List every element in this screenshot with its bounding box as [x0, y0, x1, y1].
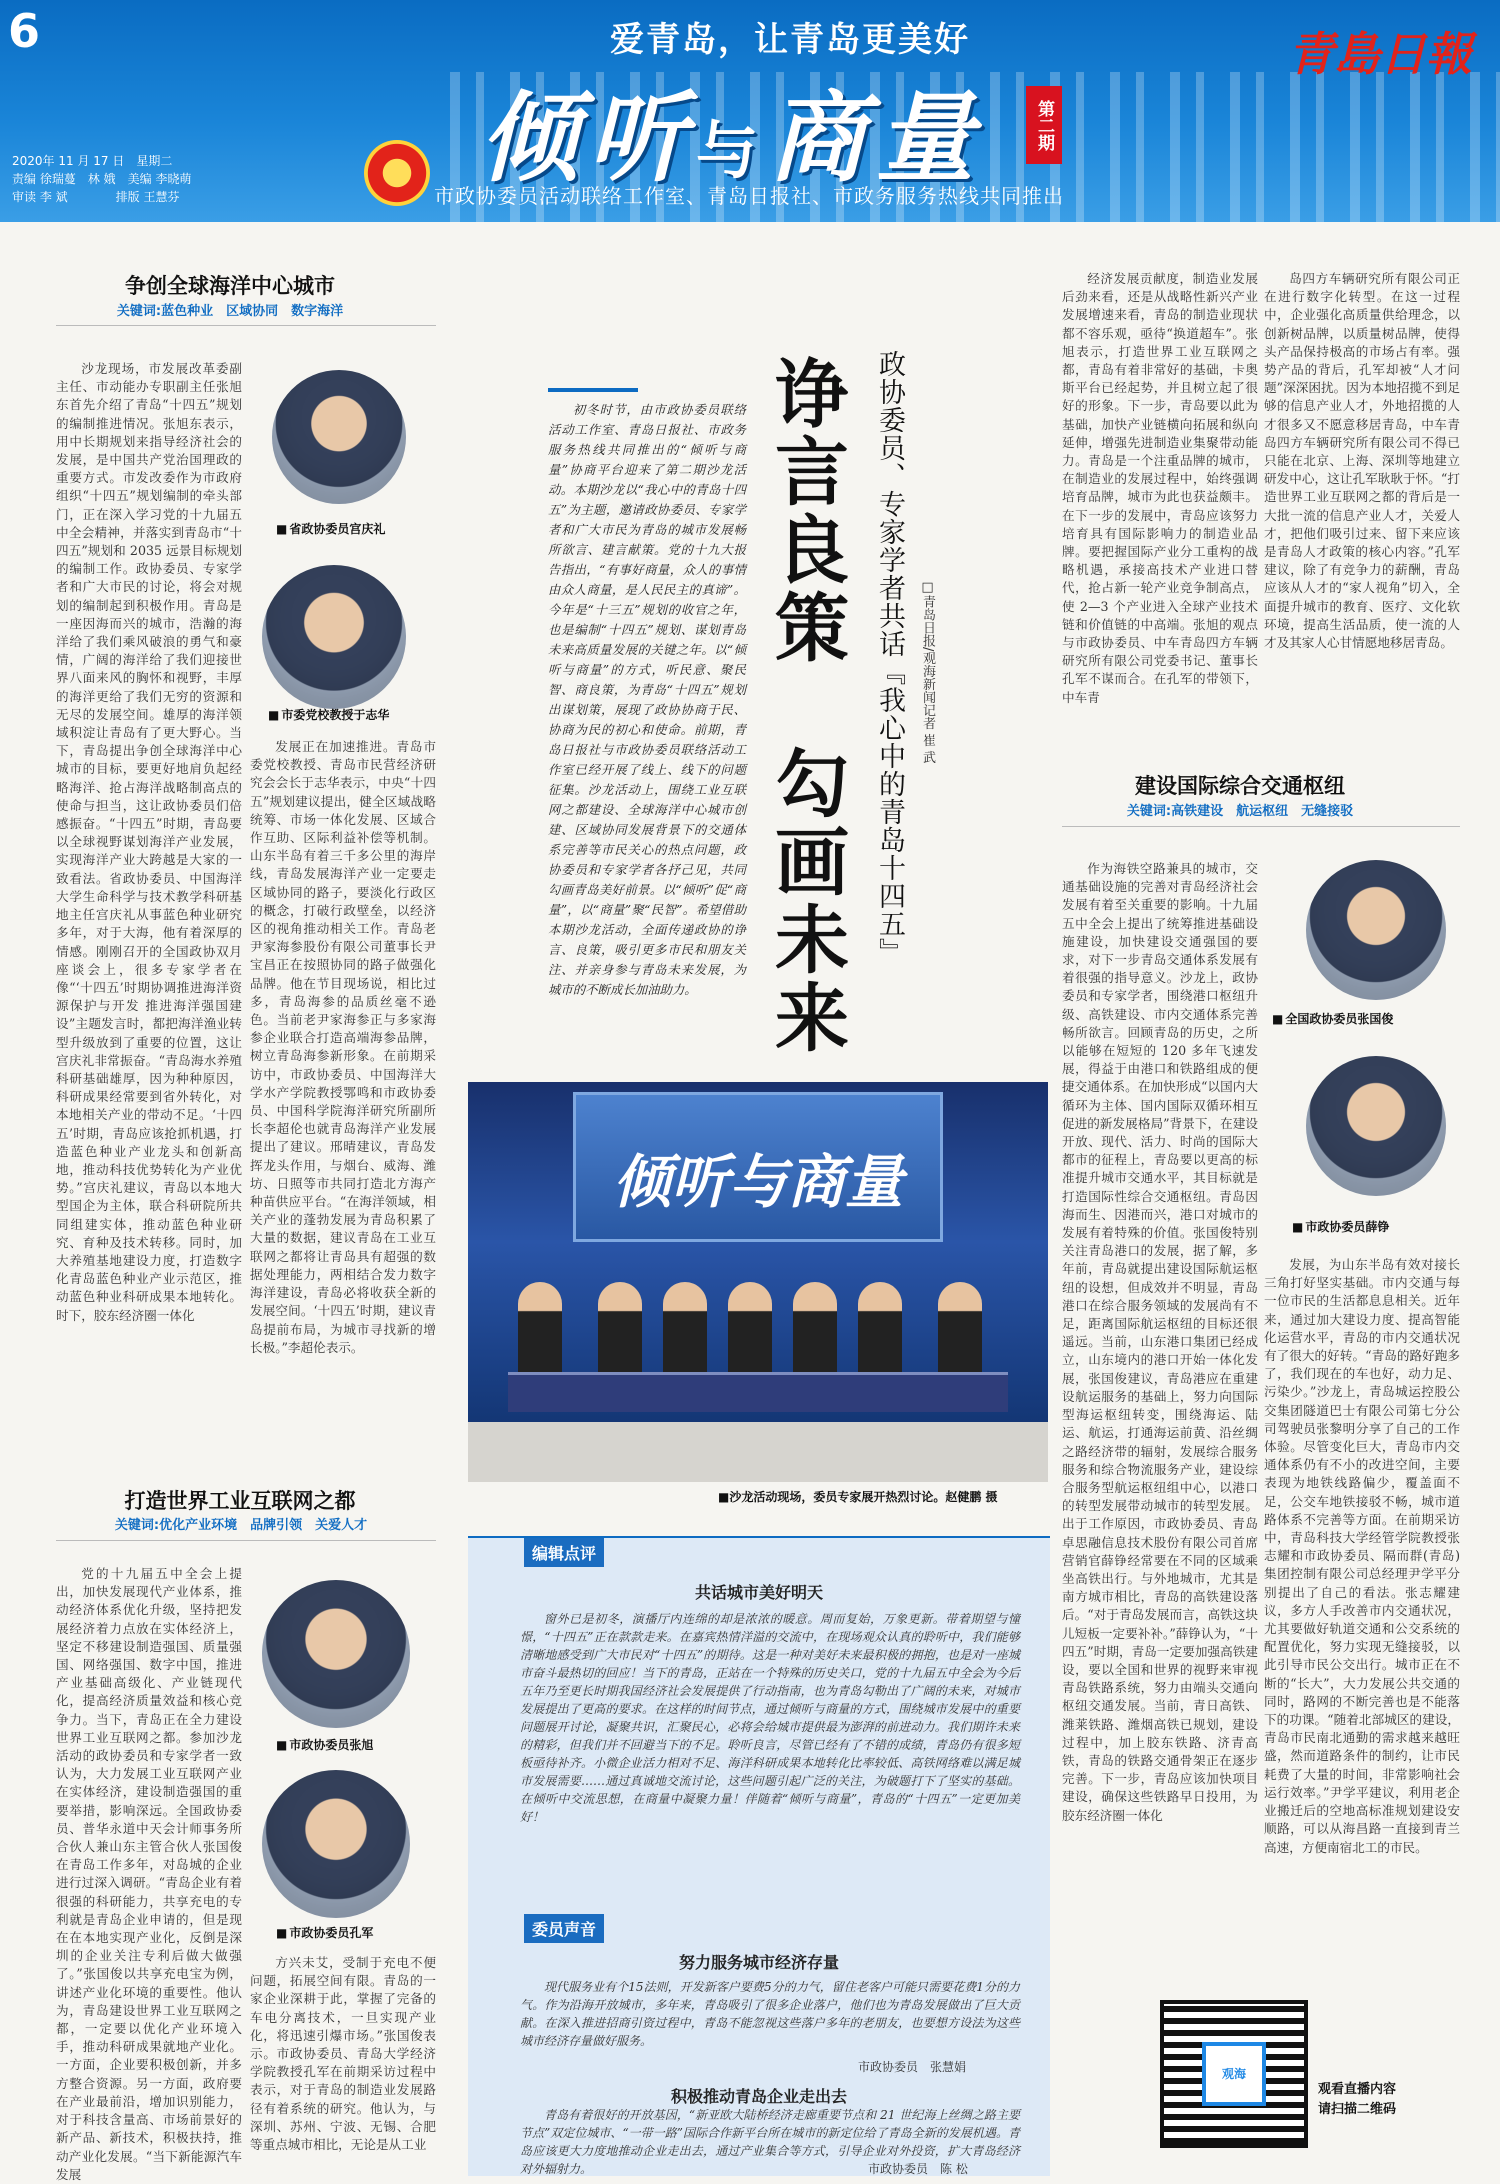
- article-transport-col1: 作为海铁空路兼具的城市，交通基础设施的完善对青岛经济社会发展有着至关重要的影响。十九届五中全会上提出了统筹推进基础设施建设，加快建设交通强国的要求，对下一步青岛交通体系发展有着很强的指导意义。沙龙上，政协委员和专家学者，围绕港口枢纽升级、高铁建设、市内交通体系完善畅所欲言。回顾青岛的历史，之所以能够在短短的 120 多年飞速发展，得益于由港口和铁路组成的便捷交通体系。在加快形成“以国内大循环为主体、国内国际双循环相互促进的新发展格局”背景下，在建设开放、现代、活力、时尚的国际大都市的征程上，青岛要以更高的标准提升城市交通水平，其目标就是打造国际性综合交通枢纽。青岛因海而生、因港而兴，港口对城市的发展有着特殊的价值。张国俊特别关注青岛港口的发展，据了解，多年前，青岛就提出建设国际航运枢纽的设想，但成效并不明显，青岛港口在综合服务领域的发展尚有不足，距离国际航运枢纽的目标还很遥远。当前，山东港口集团已经成立，山东境内的港口开始一体化发展，张国俊建议，青岛港应在重建设航运服务的基础上，努力向国际型海运枢纽转变，围绕海运、陆运、航运，打通海运前黄、沿丝绸之路经济带的辐射，发展综合服务服务和综合物流服务产业，建设综合服务型航运枢纽组中心，以港口的转型发展带动城市的转型发展。出于工作原因，市政协委员、青岛卓思融信息技术股份有限公司首席营销官薛铮经常要在不同的区域乘坐高铁出行。与外地城市，尤其是南方城市相比，青岛的高铁建设落后。“对于青岛发展而言，高铁这块儿短板一定要补补。”薛铮认为，“十四五”时期，青岛一定要加强高铁建设，要以全国和世界的视野来审视青岛铁路系统，努力由端头交通向枢纽交通发展。当前，青日高铁、潍莱铁路、潍烟高铁已规划，建设过程中，加上胶东铁路、济青高铁，青岛的铁路交通骨架正在逐步完善。下一步，青岛应该加快项目建设，确保这些铁路早日投用，为胶东经济圈一体化: [1062, 861, 1258, 1823]
- stage-table: [508, 1372, 1008, 1412]
- editor-comment-tag: 编辑点评: [524, 1538, 604, 1567]
- masthead-banner: [0, 0, 1500, 222]
- article-industry-col2: 方兴未艾，受制于充电不便问题，拓展空间有限。青岛的一家企业深耕于此，掌握了完备的车电分离技术，一旦实现产业化，将迅速引爆市场。”张国俊表示。市政协委员、青岛大学经济学院教授孔军在前期采访过程中表示，对于青岛的制造业发展路径有着系统的研究。他认为，与深圳、苏州、宁波、无锡、合肥等重点城市相比，无论是从工业: [250, 1955, 436, 2153]
- voice-signature-1: 市政协委员 张慧娟: [858, 2060, 967, 2074]
- section-industry-title: 打造世界工业互联网之都: [124, 1488, 356, 1513]
- commentary-box: [468, 1536, 1050, 2176]
- portrait-zhang-xu: [262, 1580, 410, 1728]
- divider: [56, 1540, 436, 1541]
- article-ocean-col1: 沙龙现场，市发展改革委副主任、市动能办专职副主任张旭东首先介绍了青岛“十四五”规划的编制推进情况。张旭东表示，用中长期规划来指导经济社会的发展，是中国共产党治国理政的重要方式。市发改委作为市政府组织“十四五”规划编制的牵头部门，正在深入学习党的十九届五中全会精神，并落实到青岛市“十四五”规划和 2035 远景目标规划的编制工作。政协委员、专家学者和广大市民的讨论，将会对规划的编制起到积极作用。青岛是一座因海而兴的城市，浩瀚的海洋给了我们乘风破浪的勇气和豪情，广阔的海洋给了我们迎接世界八面来风的胸怀和视野，丰厚的海洋更给了我们无穷的资源和无尽的发展空间。雄厚的海洋领域积淀让青岛有了更大野心。当下，青岛提出争创全球海洋中心城市的目标，要更好地肩负起经略海洋、抢占海洋战略制高点的使命与担当，这让政协委员们倍感振奋。“十四五”时期，青岛要以全球视野谋划海洋产业发展，实现海洋产业大跨越是大家的一致看法。省政协委员、中国海洋大学生命科学与技术教学科研基地主任宫庆礼从事蓝色种业研究多年，对于大海，他有着深厚的情感。刚刚召开的全国政协双月座谈会上，很多专家学者在像“‘十四五’时期协调推进海洋资源保护与开发 推进海洋强国建设”主题发言时，都把海洋渔业转型升级放到了重要的位置，这让宫庆礼非常振奋。“青岛海水养殖科研基础雄厚，因为种种原因，科研成果经常要到省外转化，对本地相关产业的带动不足。‘十四五’时期，青岛应该抢抓机遇，打造蓝色种业产业龙头和创新高地，推动科技优势转化为产业优势。”宫庆礼建议，青岛以本地大型国企为主体，联合科研院所共同组建实体，推动蓝色种业研究、育种及技术转移。同时，加大养殖基地建设力度，打造数字化青岛蓝色种业产业示范区，推动蓝色种业科研成果本地转化。时下，胶东经济圈一体化: [56, 361, 242, 1323]
- caption-zhang-xu: ■ 市政协委员张旭: [276, 1736, 373, 1753]
- byline: □青岛日报/观海新闻记者 崔 武: [920, 580, 935, 764]
- portrait-yu-zhihua: [262, 565, 406, 709]
- editors-line-1: 责编 徐瑞蔓 林 娥 美编 李晓萌: [12, 172, 192, 186]
- publication-info: [12, 152, 332, 206]
- portrait-gong-qingli: [272, 370, 406, 504]
- title-right: 商量: [768, 81, 985, 196]
- caption-xue-zheng: ■ 市政协委员薛铮: [1292, 1218, 1389, 1235]
- page-number: 6: [8, 4, 41, 58]
- portrait-kong-jun: [262, 1770, 410, 1918]
- article-ocean-col2: 发展正在加速推进。青岛市委党校教授、青岛市民营经济研究会会长于志华表示，中央“十四五”规划建议提出，健全区域战略统筹、市场一体化发展、区域合作互助、区际利益补偿等机制。山东半岛有着三千多公里的海岸线，青岛发展海洋产业一定要走区域协同的路子，要淡化行政区的概念，打破行政壁垒，以经济区的视角推动相关工作。青岛老尹家海参股份有限公司董事长尹宝昌正在按照协同的路子做强化品牌。他在节目现场说，相比过多，青岛海参的品质丝毫不逊色。当前老尹家海参正与多家海参企业联合打造高端海参品牌，树立青岛海参新形象。在前期采访中，市政协委员、中国海洋大学水产学院教授鄂鸣和市政协委员、中国科学院海洋研究所副所长李超伦也就青岛海洋产业发展提出了建议。邢晴建议，青岛发挥龙头作用，与烟台、威海、潍坊、日照等市共同打造北方海产种苗供应平台。“在海洋领域，相关产业的蓬勃发展为青岛积累了大量的数据，建议青岛在工业互联网之都将让青岛具有超强的数据处理能力，两相结合发力数字海洋建设，青岛必将收获全新的发展空间。‘十四五’时期，建议青岛提前布局，为城市寻找新的增长极。”李超伦表示。: [250, 739, 436, 1355]
- title-mid: 与: [696, 114, 769, 187]
- voice-title-1: 努力服务城市经济存量: [678, 1953, 839, 1972]
- voice-text-2: 青岛有着很好的开放基因，“新亚欧大陆桥经济走廊重要节点和 21 世纪海上丝绸之路主要节点”双定位城市、“一带一路”国际合作新平台所在城市的新定位给了青岛全新的发展机遇。青岛应该更大力度地推动企业走出去，通过产业集合等方式，引导企业对外投资，扩大青岛经济对外辐射力。: [520, 2108, 1020, 2176]
- photo-caption: ■沙龙活动现场，委员专家展开热烈讨论。赵健鹏 摄: [718, 1490, 998, 1504]
- voice-signature-2: 市政协委员 陈 松: [868, 2162, 968, 2176]
- portrait-zhang-guojun: [1306, 860, 1446, 1000]
- stage-screen: [573, 1092, 943, 1242]
- section-transport-keywords: 关键词:高铁建设 航运枢纽 无缝接驳: [1126, 804, 1354, 819]
- section-industry-keywords: 关键词:优化产业环境 品牌引领 关爱人才: [114, 1518, 368, 1533]
- newspaper-logo: 青島日報: [1288, 27, 1472, 81]
- editor-comment-text: 窗外已是初冬，演播厅内连绵的却是浓浓的暖意。周而复始，万象更新。带着期望与憧憬，“十四五”正在款款走来。在嘉宾热情洋溢的交流中，在现场观众认真的聆听中，我们能够清晰地感受到广大市民对“十四五”的期待。这是一种对美好未来最积极的拥抱，也是对一座城市奋斗最热切的回应！当下的青岛，正站在一个特殊的历史关口，党的十九届五中全会为今后五年乃至更长时期我国经济社会发展提供了行动指南，也为青岛勾勒出了广阔的未来，对城市发展提出了更高的要求。在这样的时间节点，通过倾听与商量的方式，围绕城市发展中的重要问题展开讨论，凝聚共识，汇聚民心，必将会给城市提供最为澎湃的前进动力。我们期许未来的精彩，但我们并不回避当下的不足。聆听良言，尽管已经有了不错的成绩，青岛仍有很多短板亟待补齐。小微企业活力相对不足、海洋科研成果本地转化比率较低、高铁网络难以满足城市发展需要……通过真诚地交流讨论，这些问题引起广泛的关注，为破题打下了坚实的基础。在倾听中交流思想，在商量中凝聚力量！伴随着“倾听与商量”，青岛的“十四五”一定更加美好！: [520, 1612, 1020, 1824]
- qr-code[interactable]: [1160, 2000, 1308, 2148]
- voice-title-2: 积极推动青岛企业走出去: [670, 2087, 847, 2106]
- member-voice-tag: 委员声音: [524, 1914, 604, 1943]
- guanhai-logo: 观海: [1202, 2042, 1266, 2106]
- lead-intro: 初冬时节，由市政协委员联络活动工作室、青岛日报社、市政务服务热线共同推出的“倾听与商量”协商平台迎来了第二期沙龙活动。本期沙龙以“我心中的青岛十四五”为主题，邀请政协委员、专家学者和广大市民为青岛的城市发展畅所欲言、建言献策。党的十九大报告指出，“有事好商量，众人的事情由众人商量，是人民民主的真谛”。今年是“十三五”规划的收官之年，也是编制“十四五”规划、谋划青岛未来高质量发展的关键之年。以“倾听与商量”的方式，听民意、聚民智、商良策，为青岛“十四五”规划出谋划策，展现了政协协商于民、协商为民的初心和使命。前期，青岛日报社与市政协委员联络活动工作室已经开展了线上、线下的问题征集。沙龙活动上，围绕工业互联网之都建设、全球海洋中心城市创建、区域协同发展背景下的交通体系完善等市民关心的热点问题，政协委员和专家学者各抒己见，共同勾画青岛美好前景。以“倾听”促“商量”，以“商量”聚“民智”。希望借助本期沙龙活动，全面传递政协的诤言、良策，吸引更多市民和朋友关注、并亲身参与青岛未来发展，为城市的不断成长加油助力。: [548, 402, 746, 997]
- editors-line-2: 审读 李 斌 排版 王慧芬: [12, 190, 180, 204]
- caption-gong-qingli: ■ 省政协委员宫庆礼: [276, 520, 385, 537]
- subheadline-vertical: 政协委员、专家学者共话『我心中的青岛十四五』: [874, 350, 905, 966]
- article-transport-col2: 发展，为山东半岛有效对接长三角打好坚实基础。市内交通与每一位市民的生活都息息相关。近年来，通过加大建设力度、提高智能化运营水平，青岛的市内交通状况有了很大的好转。“青岛的路好跑多了，我们现在的车也好，动力足、污染少。”沙龙上，青岛城运控股公交集团隧道巴士有限公司第七分公司驾驶员张黎明分享了自己的工作体验。尽管变化巨大，青岛市内交通体系仍有不小的改进空间，主要表现为地铁线路偏少，覆盖面不足，公交车地铁接驳不畅，城市道路体系不完善等方面。在前期采访中，青岛科技大学经管学院教授张志耀和市政协委员、隔而群(青岛)集团控制有限公司总经理尹学平分别提出了自己的看法。张志耀建议，多方人手改善市内交通状况，尤其要做好轨道交通和公交系统的配置优化，努力实现无缝接驳，以此引导市民公交出行。城市正在不断的“长大”，大力发展公共交通的同时，路网的不断完善也是不能落下的功课。“随着北部城区的建设，青岛市民南北通勤的需求越来越旺盛，然而道路条件的制约，让市民耗费了大量的时间，非常影响社会运行效率。”尹学平建议，利用老企业搬迁后的空地高标准规划建设安顺路，可以从海昌路一直接到青兰高速，方便南宿北工的市民。: [1264, 1257, 1460, 1855]
- caption-kong-jun: ■ 市政协委员孔军: [276, 1924, 373, 1941]
- divider: [1062, 826, 1460, 827]
- qr-note-line-1: 观看直播内容: [1318, 2082, 1397, 2097]
- caption-yu-zhihua: ■ 市委党校教授于志华: [268, 706, 389, 723]
- headline-vertical: 诤言良策 勾画未来: [763, 355, 849, 1057]
- article-industry-col1: 党的十九届五中全会上提出，加快发展现代产业体系，推动经济体系优化升级，坚持把发展经济着力点放在实体经济上，坚定不移建设制造强国、质量强国、网络强国、数字中国，推进产业基础高级化、产业链现代化，提高经济质量效益和核心竞争力。当下，青岛正在全力建设世界工业互联网之都。参加沙龙活动的政协委员和专家学者一致认为，大力发展工业互联网产业在实体经济，建设制造强国的重要举措，影响深远。全国政协委员、普华永道中天会计师事务所合伙人兼山东主管合伙人张国俊在青岛工作多年，对岛城的企业进行过深入调研。“青岛企业有着很强的科研能力，共享充电的专利就是青岛企业申请的，但是现在在本地实现产业化，反倒是深圳的企业关注专利后做大做强了。”张国俊以共享充电宝为例，讲述产业化环境的重要性。他认为，青岛建设世界工业互联网之都，一定要以优化产业环境入手，推动科研成果就地产业化。一方面，企业要积极创新，并多方整合资源。另一方面，政府要在产业最前沿，增加识别能力，对于科技含量高、市场前景好的新产品、新技术，积极扶持，推动产业化发展。“当下新能源汽车发展: [56, 1566, 242, 2182]
- cppcc-emblem-icon: [364, 140, 430, 206]
- section-transport-title: 建设国际综合交通枢纽: [1135, 773, 1345, 798]
- slogan: 爱青岛，让青岛更美好: [610, 20, 970, 60]
- issue-date: 2020年 11 月 17 日 星期二: [12, 154, 173, 168]
- title-left: 倾听: [480, 81, 697, 196]
- portrait-xue-zheng: [1306, 1056, 1446, 1196]
- issue-badge: 第二期: [1026, 86, 1062, 164]
- qr-instructions: [1318, 2080, 1396, 2120]
- stage-floor: [468, 1422, 1048, 1482]
- salon-photo: [468, 1082, 1048, 1482]
- section-ocean-title: 争创全球海洋中心城市: [125, 273, 335, 298]
- editor-comment-title: 共话城市美好明天: [694, 1583, 823, 1602]
- divider: [56, 325, 436, 326]
- article-industry-col3: 经济发展贡献度，制造业发展后劲来看，还是从战略性新兴产业发展增速来看，青岛的制造业现状都不容乐观，亟待“换道超车”。张旭表示，打造世界工业互联网之都，青岛有着非常好的基础，卡奥斯平台已经起势，并且树立起了很好的形象。下一步，青岛要以此为基础，加快产业链横向拓展和纵向延伸，增强先进制造业集聚带动能力。青岛是一个注重品牌的城市，在制造业的发展过程中，始终强调培育品牌，城市为此也获益颇丰。在下一步的发展中，青岛应该努力培育具有国际影响力的制造业品牌。要把握国际产业分工重构的战略机遇，承接高技术产业进口替代，抢占新一轮产业竞争制高点，使 2—3 个产业进入全球产业技术链和价值链的中高端。张旭的观点与市政协委员、中车青岛四方车辆研究所有限公司党委书记、董事长孔军不谋而合。在孔军的带领下，中车青: [1062, 271, 1258, 705]
- article-industry-col4: 岛四方车辆研究所有限公司正在进行数字化转型。在这一过程中，企业强化高质量供给理念，以创新树品牌，以质量树品牌，使得头产品保持极高的市场占有率。强势产品的背后，孔军却被“人才问题”深深困扰。因为本地招揽不到足够的信息产业人才，外地招揽的人才很多又不愿意移居青岛，中车青岛四方车辆研究所有限公司不得已只能在北京、上海、深圳等地建立研发中心，这让孔军耿耿于怀。“打造世界工业互联网之都的背后是一大批一流的信息产业人才，关爱人才，把他们吸引过来、留下来应该是青岛人才政策的核心内容。”孔军建议，除了有竞争力的薪酬，青岛应该从人才的“家人视角”切入，全面提升城市的教育、医疗、文化软环境，提高生活品质，使一流的人才及其家人心甘情愿地移居青岛。: [1264, 271, 1460, 651]
- organizers-line: 市政协委员活动联络工作室、青岛日报社、市政务服务热线共同推出: [434, 184, 1064, 208]
- section-ocean-keywords: 关键词:蓝色种业 区域协同 数字海洋: [116, 304, 344, 319]
- caption-zhang-guojun: ■ 全国政协委员张国俊: [1272, 1010, 1393, 1027]
- screen-title: 倾听与商量: [612, 1148, 903, 1216]
- qr-note-line-2: 请扫描二维码: [1318, 2102, 1397, 2117]
- voice-text-1: 现代服务业有个15法则，开发新客户要费5分的力气，留住老客户可能只需要花费1分的力气。作为沿海开放城市，多年来，青岛吸引了很多企业落户，他们也为青岛发展做出了巨大贡献。在深入推进招商引资过程中，青岛不能忽视这些落户多年的老朋友，也要想方设法为这些城市经济存量做好服务。: [520, 1980, 1020, 2048]
